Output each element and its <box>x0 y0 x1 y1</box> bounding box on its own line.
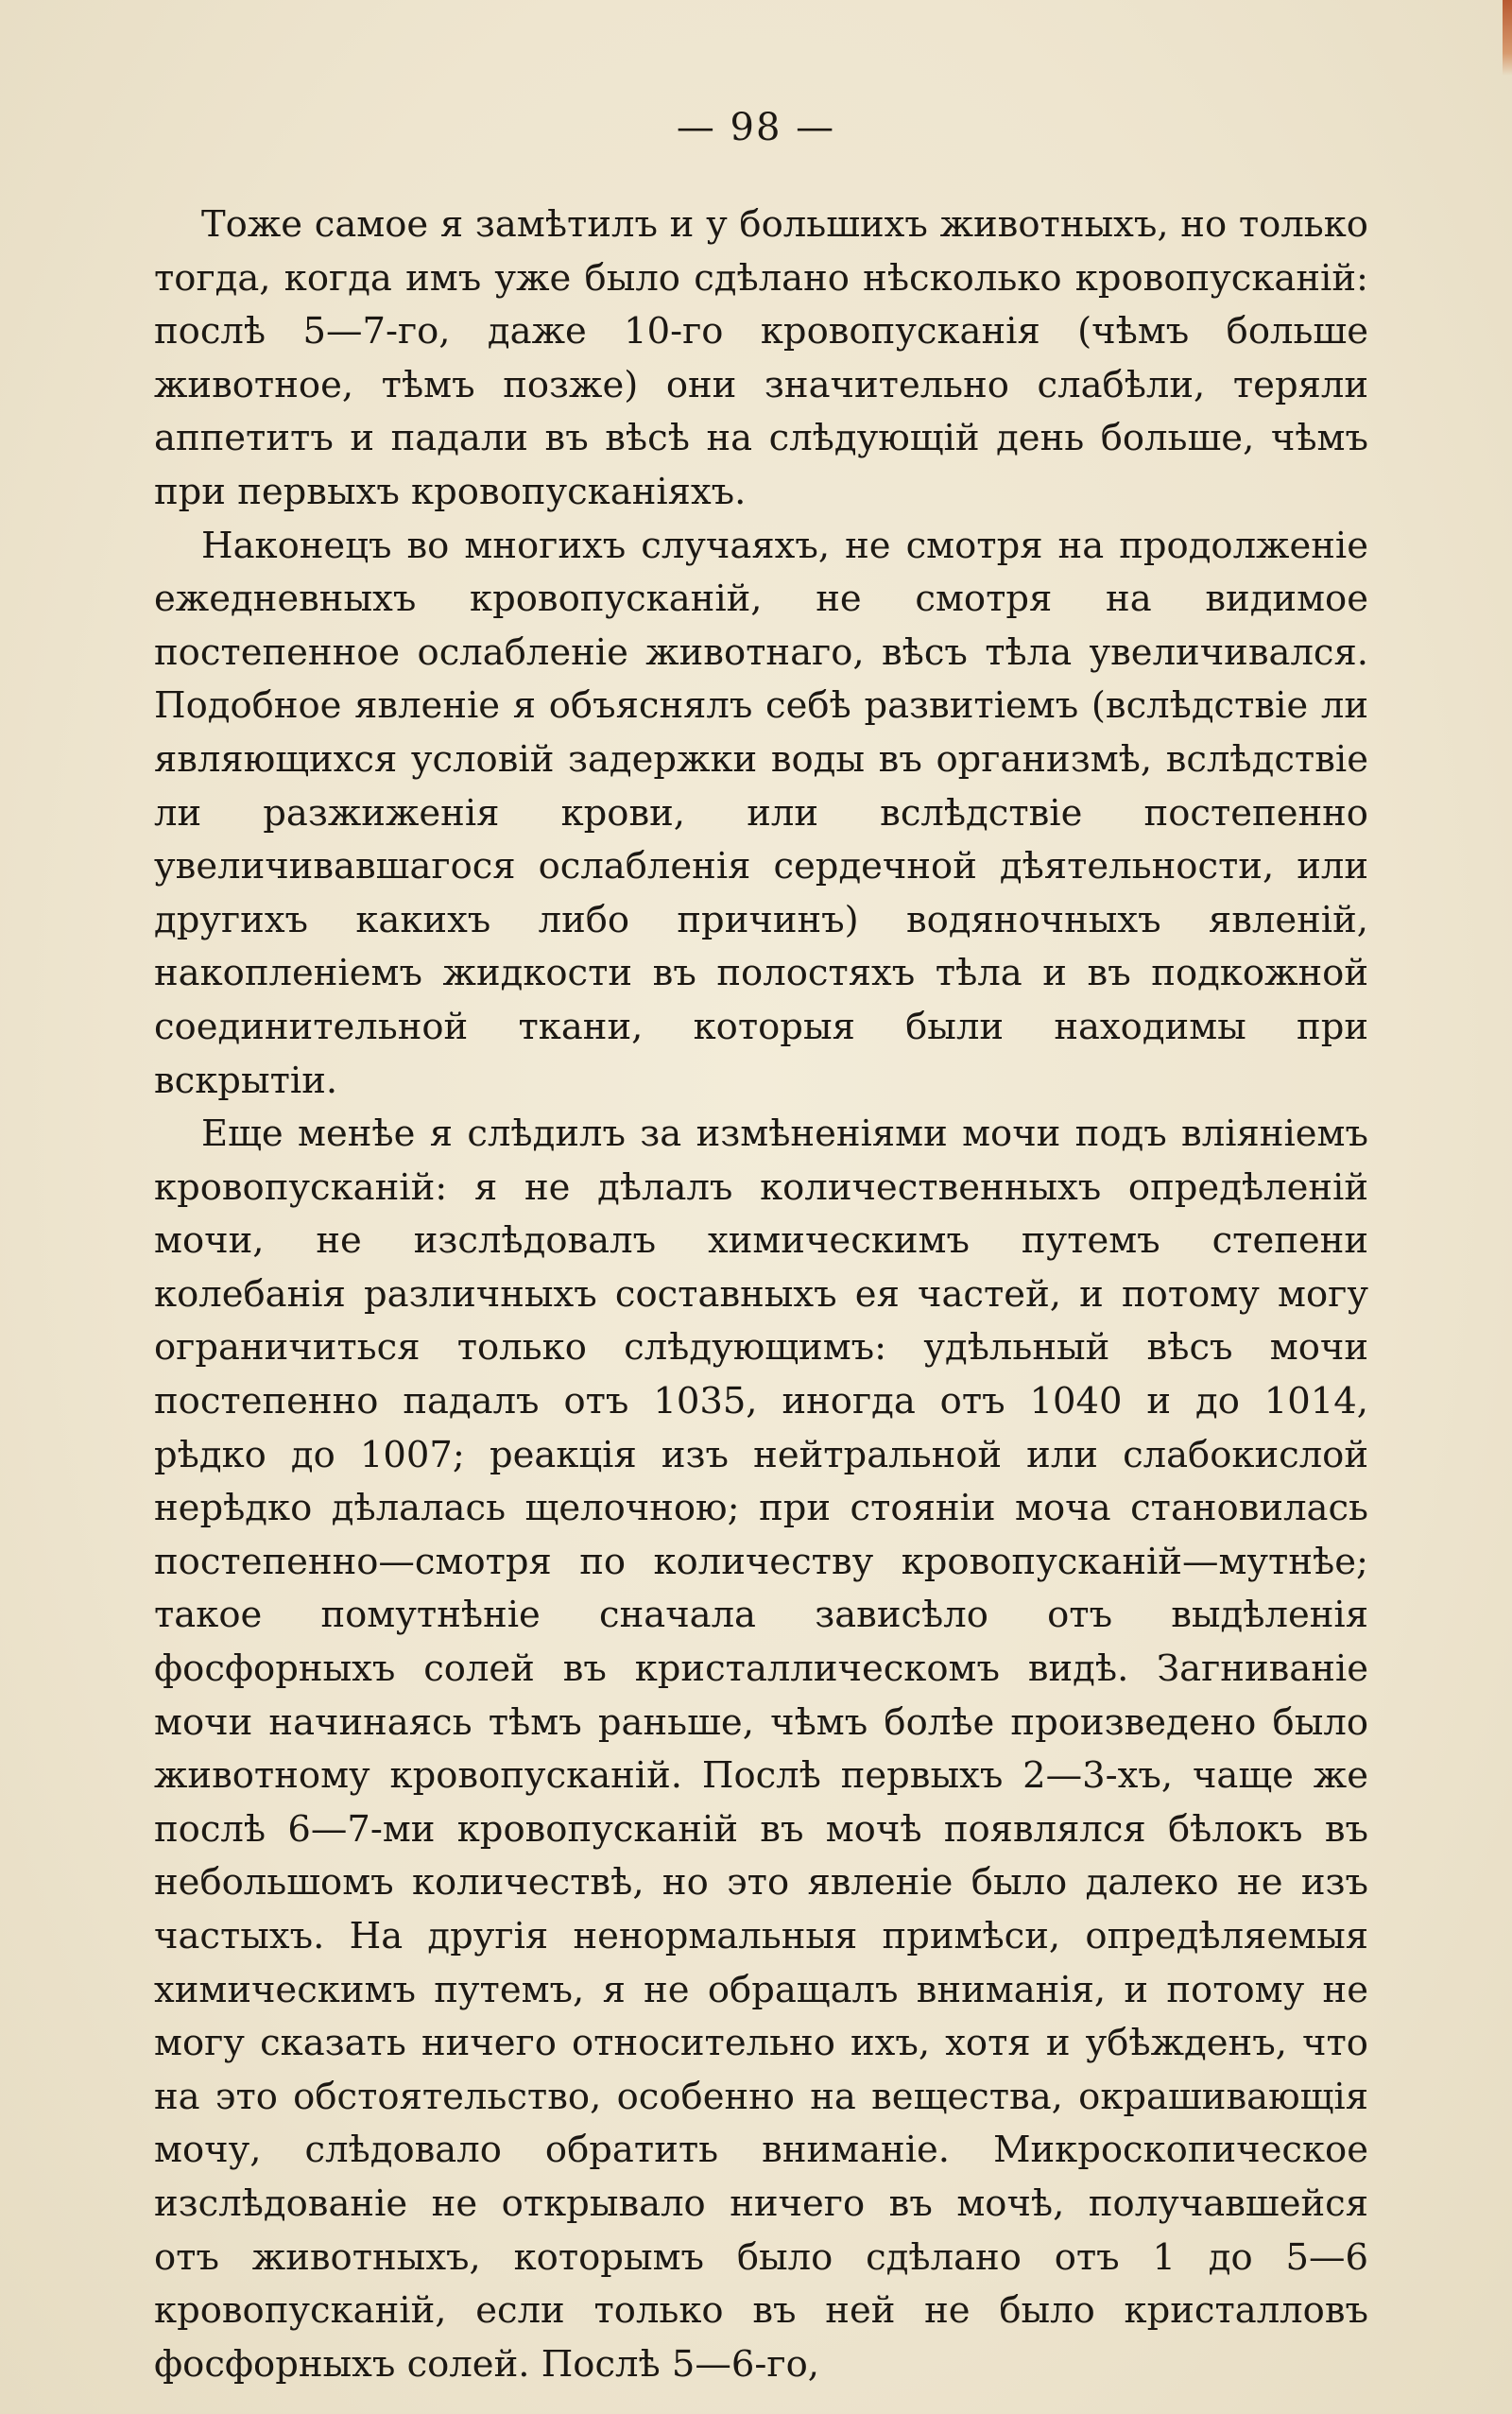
body-text <box>154 198 1368 2391</box>
page-number: — 98 — <box>676 106 836 149</box>
page-edge-mark <box>1503 0 1512 76</box>
paragraph-3: Еще менѣе я слѣдилъ за измѣненіями мочи подъ вліяніемъ кровопусканій: я не дѣлалъ количественныхъ опредѣленій мочи, не изслѣдовалъ химическимъ путемъ степени колебанія различныхъ составныхъ ея частей, и потому могу ограничиться только слѣдующимъ: удѣльный вѣсъ мочи постепенно падалъ отъ 1035, иногда отъ 1040 и до 1014, рѣдко до 1007; реакція изъ нейтральной или слабокислой нерѣдко дѣлалась щелочною; при стояніи моча становилась постепенно—смотря по количеству кровопусканій—мутнѣе; такое помутнѣніе сначала зависѣло отъ выдѣленія фосфорныхъ солей въ кристаллическомъ видѣ. Загниваніе мочи начинаясь тѣмъ раньше, чѣмъ болѣе произведено было животному кровопусканій. Послѣ первыхъ 2—3-хъ, чаще же послѣ 6—7-ми кровопусканій въ мочѣ появлялся бѣлокъ въ небольшомъ количествѣ, но это явленіе было далеко не изъ частыхъ. На другія ненормальныя примѣси, опредѣляемыя химическимъ путемъ, я не обращалъ вниманія, и потому не могу сказать ничего относительно ихъ, хотя и убѣжденъ, что на это обстоятельство, особенно на вещества, окрашивающія мочу, слѣдовало обратить вниманіе. Микроскопическое изслѣдованіе не открывало ничего въ мочѣ, получавшейся отъ животныхъ, которымъ было сдѣлано отъ 1 до 5—6 кровопусканій, если только въ ней не было кристалловъ фосфорныхъ солей. Послѣ 5—6-го, <box>154 1112 1368 2386</box>
paragraph-2: Наконецъ во многихъ случаяхъ, не смотря на продолженіе ежедневныхъ кровопусканій, не смотря на видимое постепенное ослабленіе животнаго, вѣсъ тѣла увеличивался. Подобное явленіе я объяснялъ себѣ развитіемъ (вслѣдствіе ли являющихся условій задержки воды въ организмѣ, вслѣдствіе ли разжиженія крови, или вслѣдствіе постепенно увеличивавшагося ослабленія сердечной дѣятельности, или другихъ какихъ либо причинъ) водяночныхъ явленій, накопленіемъ жидкости въ полостяхъ тѣла и въ подкожной соединительной ткани, которыя были находимы при вскрытіи. <box>154 524 1368 1102</box>
paragraph-1: Тоже самое я замѣтилъ и у большихъ животныхъ, но только тогда, когда имъ уже было сдѣлано нѣсколько кровопусканій: послѣ 5—7-го, даже 10-го кровопусканія (чѣмъ больше животное, тѣмъ позже) они значительно слабѣли, теряли аппетитъ и падали въ вѣсѣ на слѣдующій день больше, чѣмъ при первыхъ кровопусканіяхъ. <box>154 203 1368 513</box>
